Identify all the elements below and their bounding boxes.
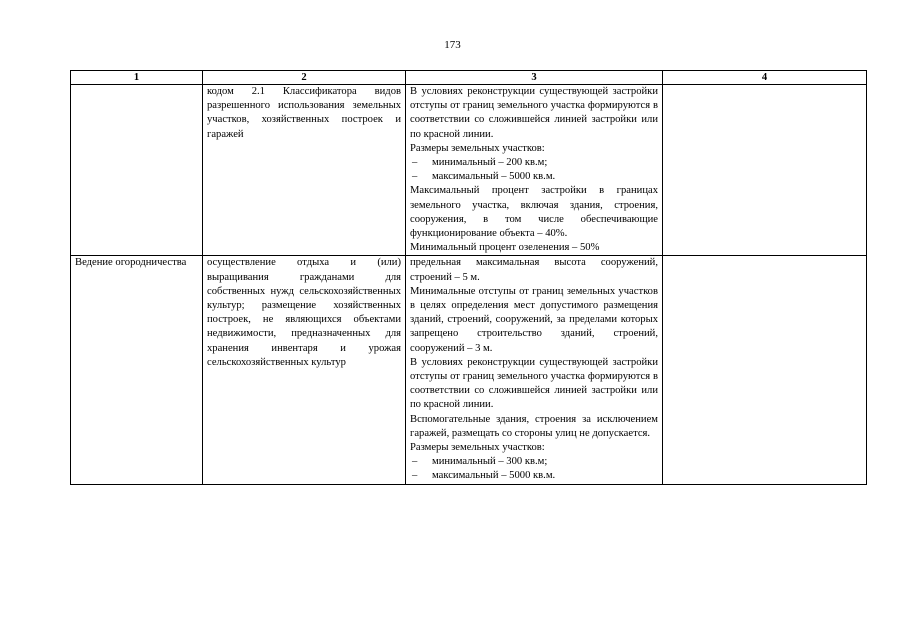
table-header-row (71, 71, 867, 85)
row2-param-paragraph: В условиях реконструкции существующей застройки отступы от границ земельного участка формируются в соответствии со сложившейся линией застройки или по красной линии. (410, 356, 658, 411)
column-header-1: 1 (71, 71, 203, 85)
column-header-2: 2 (203, 71, 406, 85)
page-number: 173 (444, 39, 461, 51)
row1-notes (663, 85, 867, 256)
table-row (71, 85, 867, 256)
row2-param-bullet (410, 469, 658, 483)
dash-bullet-icon: – (412, 456, 418, 468)
row2-param-bullet (410, 455, 658, 469)
table-row (71, 256, 867, 484)
row1-param-bullet (410, 170, 658, 184)
dash-bullet-icon: – (412, 470, 418, 482)
row2-param-paragraph: предельная максимальная высота сооружений, строений – 5 м. (410, 257, 658, 283)
row2-bullet-text: минимальный – 300 кв.м; (432, 456, 548, 468)
dash-bullet-icon: – (412, 171, 418, 183)
row1-bullet-text: минимальный – 200 кв.м; (432, 157, 548, 169)
row1-description: кодом 2.1 Классификатора видов разрешенного использования земельных участков, хозяйственных построек и гаражей (203, 85, 406, 256)
row1-param-paragraph: Размеры земельных участков: (410, 142, 545, 154)
row1-param-paragraph: Минимальный процент озеленения – 50% (410, 242, 600, 254)
row2-param-paragraph: Минимальные отступы от границ земельных участков в целях определения мест допустимого размещения зданий, строений, сооружений, за пределами которых запрещено строительство зданий, строений, сооружений – 3 м. (410, 285, 658, 354)
row1-use-type (71, 85, 203, 256)
row2-param-paragraph: Вспомогательные здания, строения за исключением гаражей, размещать со стороны улиц не допускается. (410, 413, 658, 439)
zoning-table (70, 70, 867, 485)
row2-param-paragraph: Размеры земельных участков: (410, 442, 545, 454)
column-header-3: 3 (406, 71, 663, 85)
row1-param-paragraph: В условиях реконструкции существующей застройки отступы от границ земельного участка формируются в соответствии со сложившейся линией застройки или по красной линии. (410, 86, 658, 140)
dash-bullet-icon: – (412, 157, 418, 169)
row2-use-type: Ведение огородничества (71, 256, 203, 484)
row1-bullet-text: максимальный – 5000 кв.м. (432, 171, 556, 183)
row2-bullet-text: максимальный – 5000 кв.м. (432, 470, 556, 482)
row2-description: осуществление отдыха и (или) выращивания гражданами для собственных нужд сельскохозяйственных культур; размещение хозяйственных построек, не являющихся объектами недвижимости, предназначенных для хранения инвентаря и урожая сельскохозяйственных культур (203, 256, 406, 484)
row1-param-bullet (410, 156, 658, 170)
row1-param-paragraph: Максимальный процент застройки в границах земельного участка, включая здания, строения, сооружения, в том числе обеспечивающие функционирование объекта – 40%. (410, 185, 658, 240)
column-header-4: 4 (663, 71, 867, 85)
row1-parameters (406, 85, 663, 256)
row2-parameters (406, 256, 663, 484)
row2-notes (663, 256, 867, 484)
